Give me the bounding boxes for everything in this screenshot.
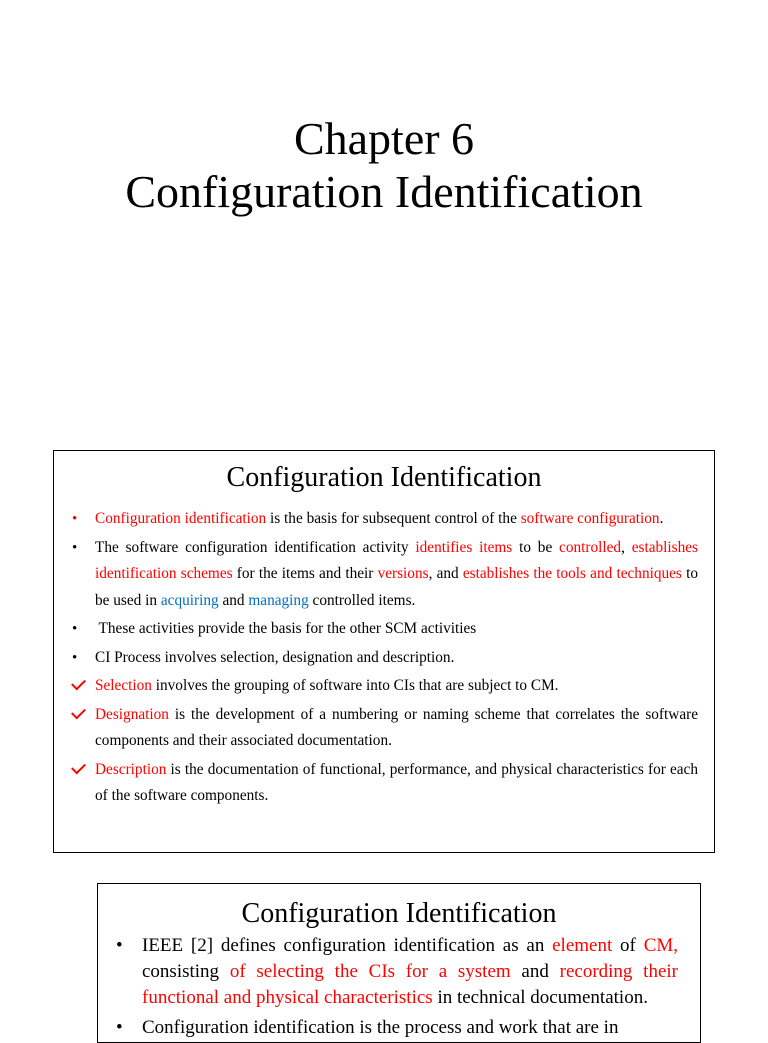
list-item	[54, 535, 714, 615]
text-span: in technical documentation.	[432, 987, 648, 1008]
chapter-title	[0, 112, 768, 218]
text-span: of	[612, 935, 644, 956]
term-acquiring: acquiring	[160, 591, 219, 609]
term-configuration-identification: Configuration identification	[95, 510, 267, 527]
checkmark-icon	[72, 673, 88, 700]
slide-1-title: Configuration Identification	[226, 462, 542, 493]
bullet-marker: •	[72, 621, 78, 637]
text-span: ,	[621, 538, 632, 556]
term-description: Description	[95, 760, 167, 778]
term-recording-characteristics: recording their functional and physical characteristics	[142, 961, 678, 1008]
text-span: involves the grouping of software into CIs that are subject to CM.	[151, 677, 559, 694]
bullet-marker: •	[72, 511, 78, 527]
text-span: and	[218, 591, 249, 609]
text-span: , and	[428, 565, 463, 582]
term-versions: versions	[377, 565, 429, 582]
slide-2	[97, 883, 701, 1043]
list-item	[98, 933, 700, 1011]
text-span: CI Process involves selection, designation and description.	[95, 648, 455, 666]
list-item	[98, 1015, 700, 1041]
term-element: element	[552, 935, 613, 956]
text-span: consisting	[142, 961, 230, 982]
text-span: controlled items.	[308, 591, 416, 609]
text-span: Configuration identification is the process and work that are in	[142, 1017, 619, 1038]
text-span: to be used in	[95, 565, 698, 609]
text-span: .	[659, 510, 664, 527]
term-designation: Designation	[95, 705, 169, 723]
term-establishes-tools-techniques: establishes the tools and techniques	[462, 565, 682, 582]
bullet-marker: •	[72, 539, 78, 556]
text-span: These activities provide the basis for the other SCM activities	[95, 620, 477, 637]
bullet-marker: •	[116, 935, 123, 956]
term-managing: managing	[248, 591, 309, 609]
slide-2-bullet-list	[98, 933, 700, 1041]
text-span: The software configuration identification activity	[95, 538, 416, 556]
chapter-name: Configuration Identification	[125, 166, 643, 217]
text-span: for the items and their	[232, 565, 378, 582]
text-span: and	[510, 961, 560, 982]
text-span: is the development of a numbering or naming scheme that correlates the software components and their associated documentation.	[95, 705, 698, 749]
text-span: is the basis for subsequent control of the	[266, 510, 521, 527]
text-span: IEEE [2] defines configuration identification as an	[142, 935, 553, 956]
checkmark-icon	[72, 702, 88, 729]
term-controlled: controlled	[559, 538, 622, 556]
list-item	[54, 645, 714, 672]
term-selecting-cis: of selecting the CIs for a system	[229, 961, 511, 982]
term-cm: CM,	[643, 935, 679, 956]
slide-2-title: Configuration Identification	[241, 898, 557, 929]
list-item	[54, 616, 714, 643]
checkmark-icon	[72, 757, 88, 784]
term-software-configuration: software configuration	[520, 510, 660, 527]
slide-1-bullet-list	[54, 506, 714, 810]
slide-1	[53, 450, 715, 853]
list-item	[54, 757, 714, 810]
bullet-marker: •	[116, 1017, 123, 1038]
text-span: to be	[512, 538, 560, 556]
text-span: is the documentation of functional, performance, and physical characteristics for each of the software components.	[95, 760, 698, 804]
list-item	[54, 673, 714, 700]
chapter-number: Chapter 6	[293, 113, 475, 164]
list-item	[54, 506, 714, 533]
term-establishes-identification-schemes: establishes identification schemes	[95, 538, 698, 582]
term-selection: Selection	[95, 677, 152, 694]
bullet-marker: •	[72, 649, 78, 666]
list-item	[54, 702, 714, 755]
term-identifies-items: identifies items	[415, 538, 513, 556]
